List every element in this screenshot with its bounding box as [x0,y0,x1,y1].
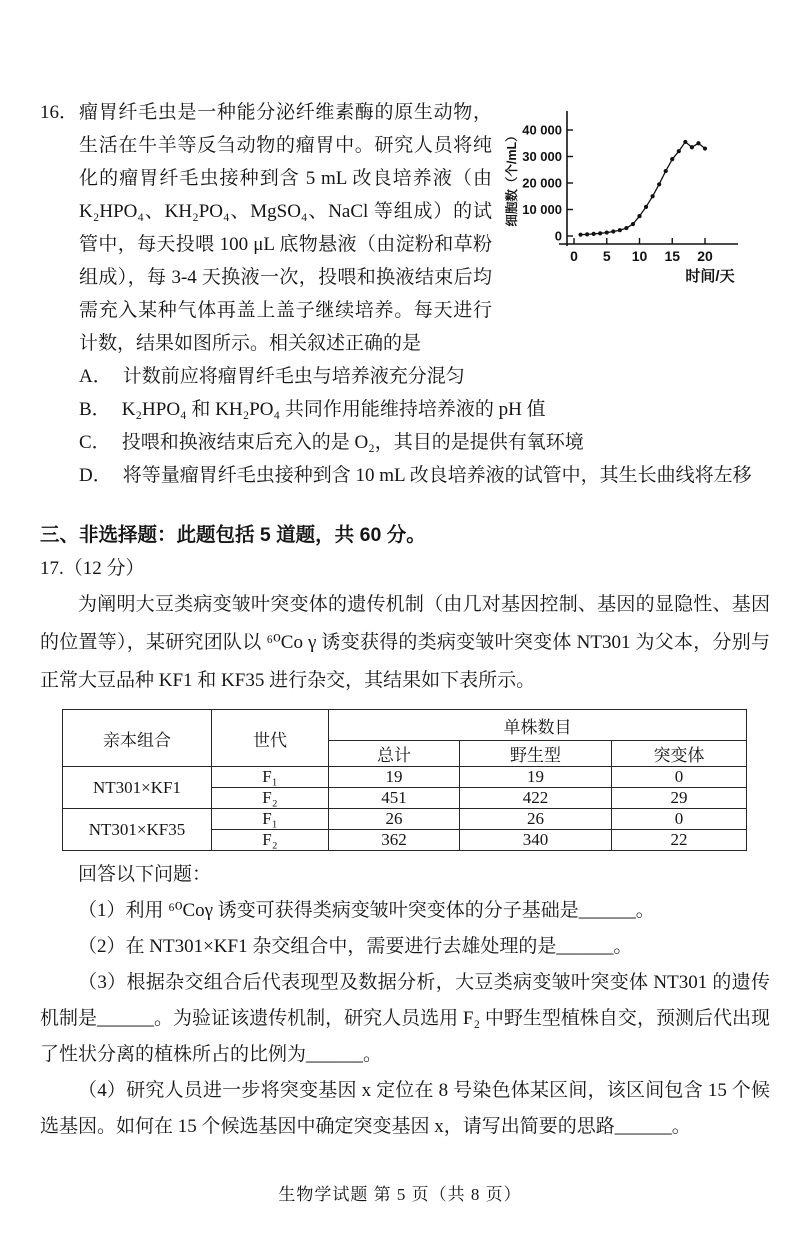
svg-text:40 000: 40 000 [522,122,562,138]
option-c-label: C． [79,432,111,453]
svg-text:5: 5 [602,248,611,264]
question-17 [40,552,770,1145]
table-row [63,767,747,788]
table-cell: 362 [329,830,460,851]
option-c-text: 投喂和换液结束后充入的是 O₂，其目的是提供有氧环境 [121,432,584,453]
table-row [63,809,747,830]
subquestion-3: （3）根据杂交组合后代表现型及数据分析，大豆类病变皱叶突变体 NT301 的遗传机制是______。为验证该遗传机制，研究人员选用 F₂ 中野生型植株自交，预测后代出现了性状分离的植株所占的比例为______。 [40,972,770,1065]
svg-text:0: 0 [554,228,562,244]
svg-text:20 000: 20 000 [522,175,562,191]
table-cell: 451 [329,788,460,809]
svg-text:0: 0 [570,248,578,264]
svg-text:15: 15 [664,248,681,264]
table-cell: 22 [612,830,747,851]
question-16-options [79,360,770,492]
cell-parent-1: NT301×KF1 [63,767,212,809]
table-cell: 26 [329,809,460,830]
svg-text:30 000: 30 000 [522,149,562,164]
table-cell: 0 [612,767,747,788]
question-16-text: 瘤胃纤毛虫是一种能分泌纤维素酶的原生动物，生活在牛羊等反刍动物的瘤胃中。研究人员将纯化的瘤胃纤毛虫接种到含 5 mL 改良培养液（由 K₂HPO₄、KH₂PO₄、MgSO₄、NaCl 等组成）的试管中，每天投喂 100 μL 底物悬液（由淀粉和草粉组成），每 3-4 天换液一次，投喂和换液结束后均需充入某种气体再盖上盖子继续培养。每天进行计数，结果如图所示。相关叙述正确的是 [79,102,492,354]
table-cell: 422 [460,788,612,809]
option-b-label: B． [79,399,111,420]
cross-results-table [62,709,747,851]
table-cell: F₂ [212,830,329,851]
question-17-intro: 为阐明大豆类病变皱叶突变体的遗传机制（由几对基因控制、基因的显隐性、基因的位置等），某研究团队以 ⁶⁰Co γ 诱变获得的类病变皱叶突变体 NT301 为父本，分别与正常大豆品种 KF1 和 KF35 进行杂交，其结果如下表所示。 [40,594,770,691]
header-generation: 世代 [212,710,329,767]
table-cell: 0 [612,809,747,830]
table-cell: 29 [612,788,747,809]
option-c [79,426,770,459]
section-3-heading: 三、非选择题：此题包括 5 道题，共 60 分。 [40,524,426,546]
header-mutant: 突变体 [612,741,747,767]
cell-parent-2: NT301×KF35 [63,809,212,851]
subquestion-2: （2）在 NT301×KF1 杂交组合中，需要进行去雄处理的是______。 [78,936,633,957]
svg-text:10: 10 [631,248,648,264]
page-footer: 生物学试题 第 5 页（共 8 页） [278,1185,522,1204]
svg-text:20: 20 [697,248,713,264]
option-a-text: 计数前应将瘤胃纤毛虫与培养液充分混匀 [122,366,465,387]
table-cell: 340 [460,830,612,851]
table-cell: F₂ [212,788,329,809]
subquestion-4: （4）研究人员进一步将突变基因 x 定位在 8 号染色体某区间，该区间包含 15 个候选基因。如何在 15 个候选基因中确定突变基因 x，请写出简要的思路______。 [40,1080,770,1137]
question-16-stem [40,96,770,360]
option-b-text: K₂HPO₄ 和 KH₂PO₄ 共同作用能维持培养液的 pH 值 [121,399,546,420]
svg-text:时间/天: 时间/天 [685,268,735,285]
option-b [79,393,770,426]
table-cell: 19 [329,767,460,788]
answer-prompt: 回答以下问题： [78,864,212,885]
header-plant-count-group: 单株数目 [329,710,747,741]
option-a [79,360,770,393]
subquestion-1: （1）利用 ⁶⁰Coγ 诱变可获得类病变皱叶突变体的分子基础是______。 [78,900,655,921]
option-d-text: 将等量瘤胃纤毛虫接种到含 10 mL 改良培养液的试管中，其生长曲线将左移 [122,465,752,486]
svg-text:10 000: 10 000 [522,202,562,217]
question-16-number: 16． [40,102,79,123]
question-16 [40,96,770,492]
table-cell: 26 [460,809,612,830]
table-cell: F₁ [212,767,329,788]
option-a-label: A． [79,366,112,387]
option-d [79,459,770,492]
svg-text:细胞数（个/mL）: 细胞数（个/mL） [505,129,519,227]
table-cell: F₁ [212,809,329,830]
header-wild-type: 野生型 [460,741,612,767]
header-parent-combination: 亲本组合 [63,710,212,767]
table-cell: 19 [460,767,612,788]
header-total: 总计 [329,741,460,767]
question-17-number: 17.（12 分） [40,558,145,579]
option-d-label: D． [79,465,112,486]
